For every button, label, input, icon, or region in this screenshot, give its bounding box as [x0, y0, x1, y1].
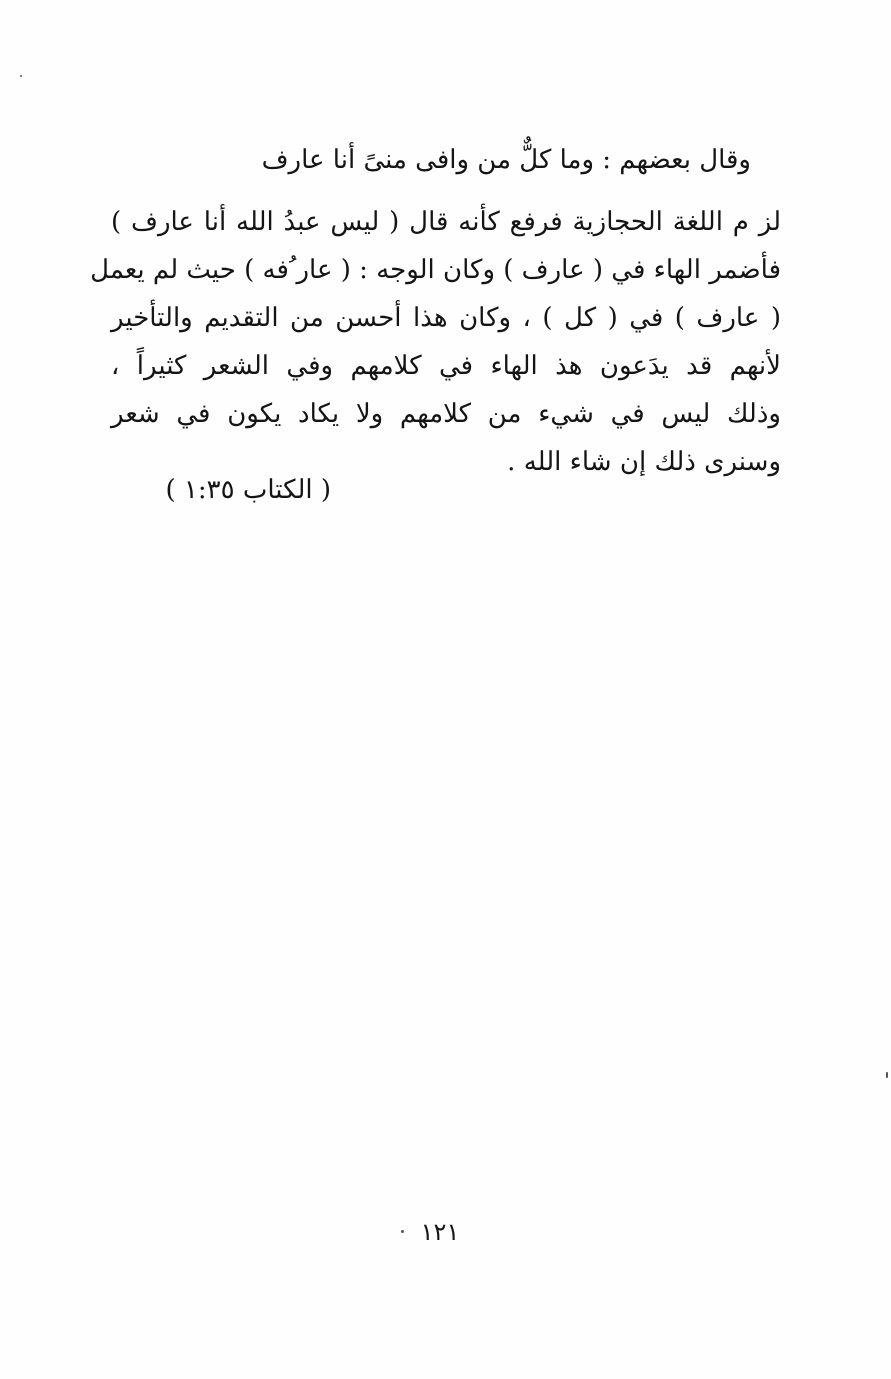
- paragraph-line-6: وسنرى ذلك إن شاء الله .: [507, 447, 781, 477]
- paragraph-line-1: لز م اللغة الحجازية فرفع كأنه قال ( ليس عبدُ الله أنا عارف ): [111, 207, 781, 237]
- paragraph-line-5: وذلك ليس في شيء من كلامهم ولا يكاد يكون في شعر: [111, 399, 781, 429]
- source-citation: ( الكتاب ١:٣٥ ): [165, 475, 331, 505]
- scan-speck: [886, 1072, 888, 1078]
- scan-speck: [20, 75, 22, 77]
- paragraph-line-2: فأضمر الهاء في ( عارف ) وكان الوجه : ( عار ُفه ) حيث لم يعمل: [90, 255, 781, 285]
- paragraph-line-3: ( عارف ) في ( كل ) ، وكان هذا أحسن من التقديم والتأخير: [111, 303, 781, 333]
- paragraph-line-4: لأنهم قد يدَعون هذ الهاء في كلامهم وفي الشعر كثيراً ،: [111, 351, 781, 381]
- page-number: ١٢١: [420, 1218, 460, 1246]
- verse-line: وقال بعضهم : وما كلٌّ من وافى منىً أنا عارف: [261, 145, 751, 175]
- scan-speck: [401, 1230, 404, 1233]
- commentary-paragraph: [90, 198, 781, 486]
